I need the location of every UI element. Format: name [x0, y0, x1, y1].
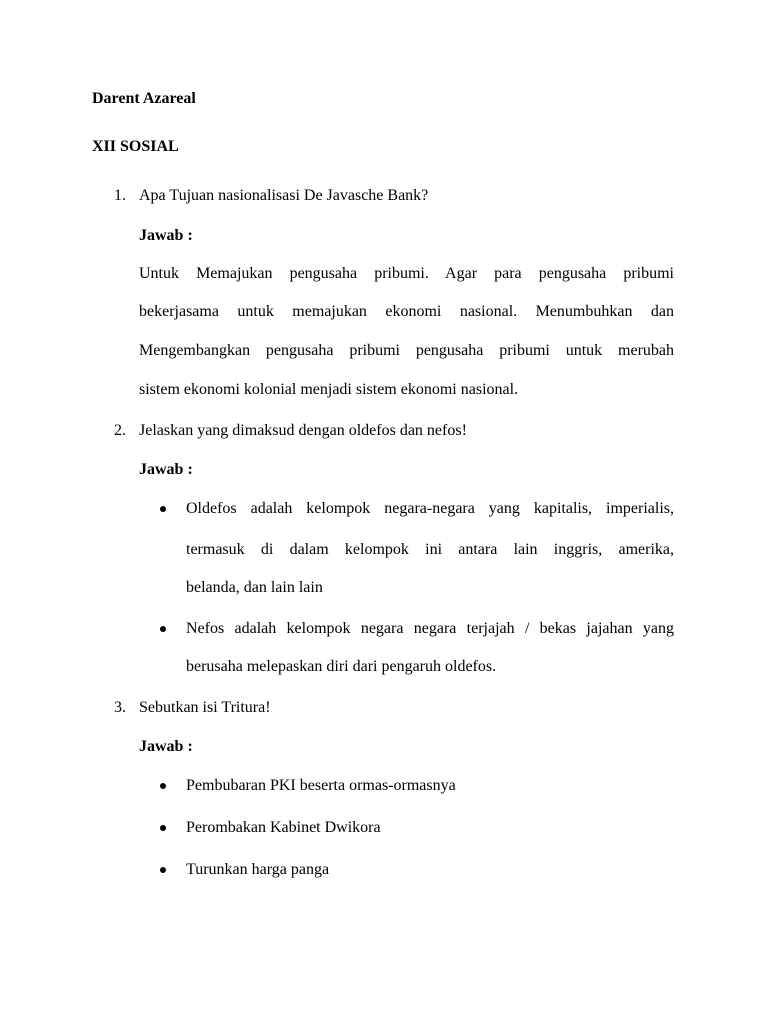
bullet-line: Turunkan harga panga — [186, 861, 330, 878]
answer-line: Mengembangkan pengusaha pribumi pengusaha pribumi untuk merubah — [139, 342, 674, 359]
answer-line: sistem ekonomi kolonial menjadi sistem ekonomi nasional. — [139, 381, 519, 398]
bullet-line: Pembubaran PKI beserta ormas-ormasnya — [186, 777, 456, 794]
bullet-line: belanda, dan lain lain — [186, 579, 323, 596]
bullet-icon — [160, 626, 166, 632]
answer-label: Jawab : — [139, 227, 193, 244]
bullet-icon — [160, 825, 166, 831]
student-class: XII SOSIAL — [92, 138, 179, 155]
question-text: Sebutkan isi Tritura! — [139, 699, 271, 716]
bullet-line: Nefos adalah kelompok negara negara terjajah / bekas jajahan yang — [186, 620, 674, 637]
student-name: Darent Azareal — [92, 90, 196, 107]
answer-label: Jawab : — [139, 461, 193, 478]
bullet-line: berusaha melepaskan diri dari pengaruh oldefos. — [186, 658, 497, 675]
question-number: 2. — [114, 422, 126, 439]
bullet-line: termasuk di dalam kelompok ini antara lain inggris, amerika, — [186, 541, 674, 558]
bullet-icon — [160, 783, 166, 789]
question-number: 1. — [114, 187, 126, 204]
question-text: Apa Tujuan nasionalisasi De Javasche Bank? — [139, 187, 429, 204]
bullet-line: Perombakan Kabinet Dwikora — [186, 819, 381, 836]
answer-label: Jawab : — [139, 738, 193, 755]
question-text: Jelaskan yang dimaksud dengan oldefos dan nefos! — [139, 422, 467, 439]
question-number: 3. — [114, 699, 126, 716]
bullet-icon — [160, 867, 166, 873]
answer-line: Untuk Memajukan pengusaha pribumi. Agar para pengusaha pribumi — [139, 265, 674, 282]
bullet-icon — [160, 506, 166, 512]
answer-line: bekerjasama untuk memajukan ekonomi nasional. Menumbuhkan dan — [139, 303, 674, 320]
bullet-line: Oldefos adalah kelompok negara-negara yang kapitalis, imperialis, — [186, 500, 674, 517]
